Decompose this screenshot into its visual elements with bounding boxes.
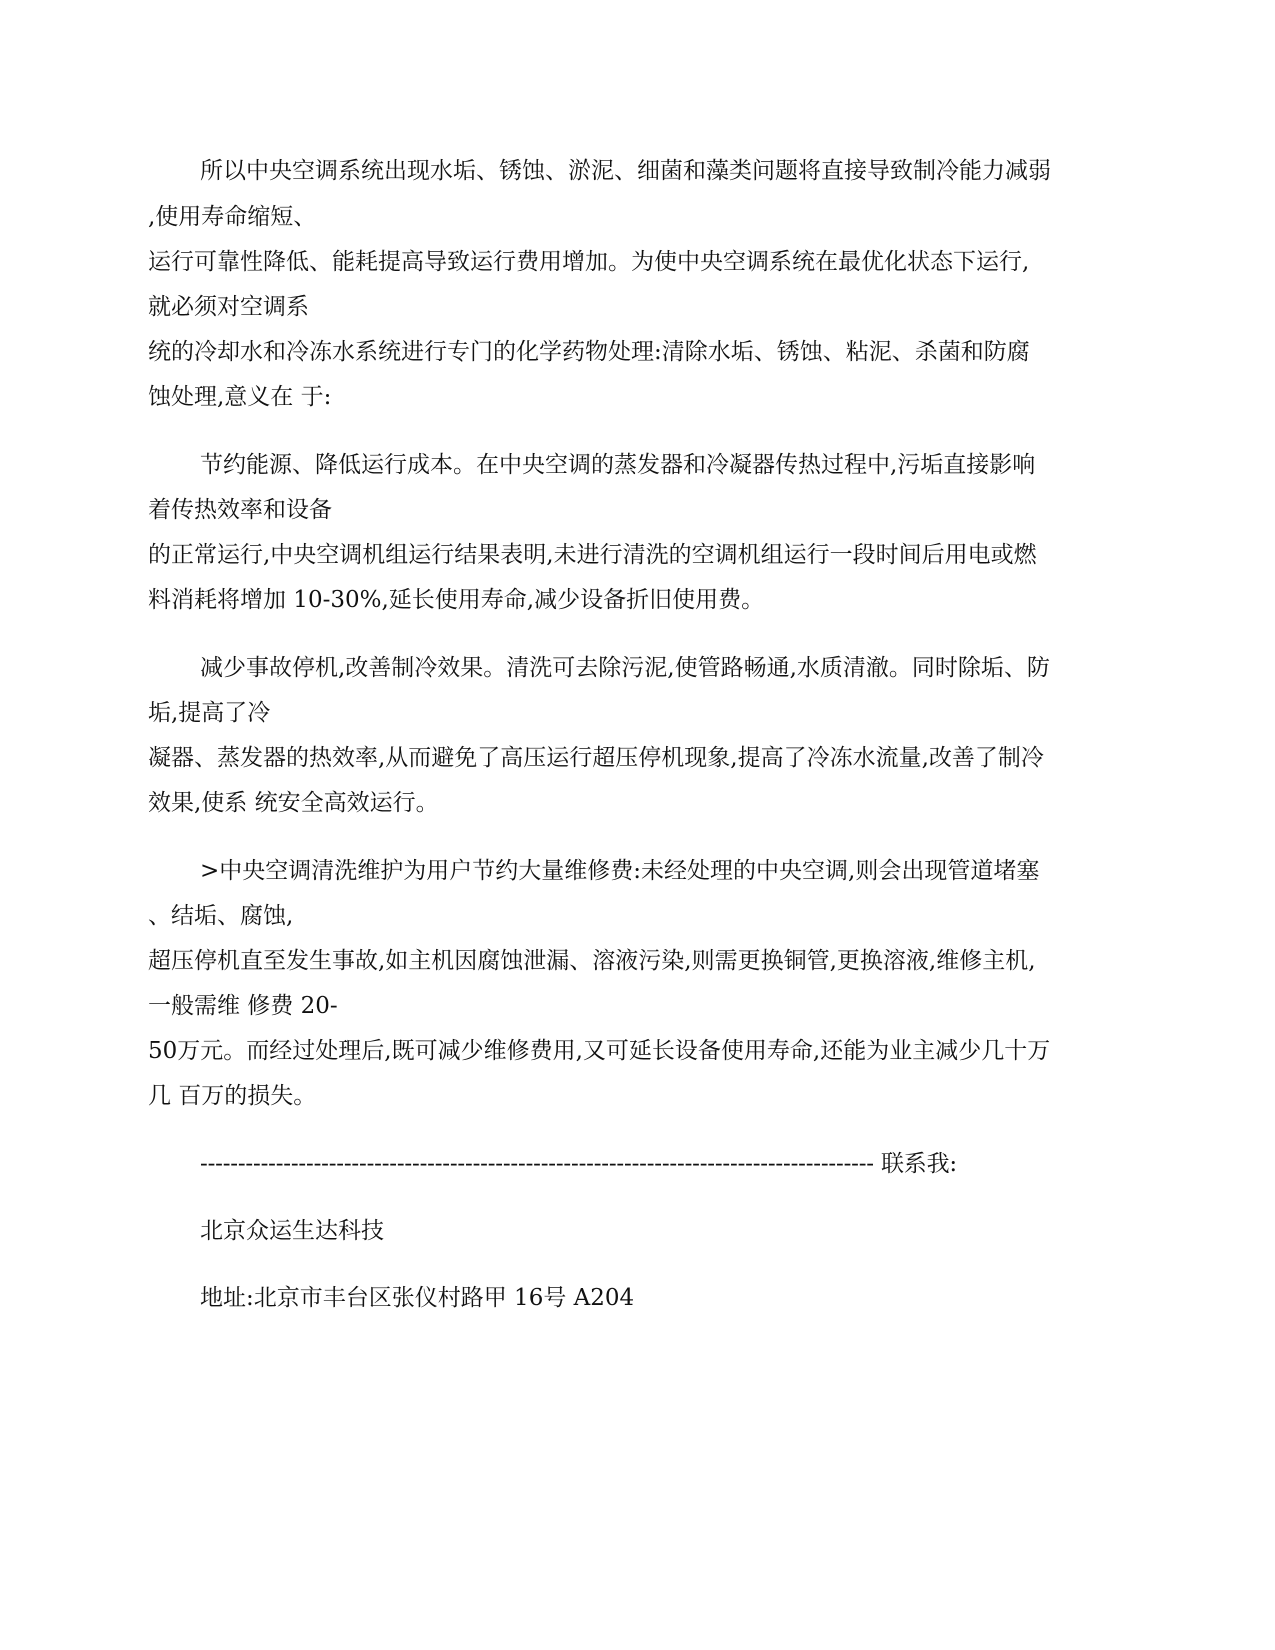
paragraph-2-line-1: 节约能源、降低运行成本。在中央空调的蒸发器和冷凝器传热过程中,污垢直接影响 <box>200 452 1036 478</box>
paragraph-1-line-1: 所以中央空调系统出现水垢、锈蚀、淤泥、细菌和藻类问题将直接导致制冷能力减弱 <box>200 158 1051 184</box>
paragraph-4-line-1: >中央空调清洗维护为用户节约大量维修费:未经处理的中央空调,则会出现管道堵塞 <box>200 858 1040 884</box>
company-address: 地址:北京市丰台区张仪村路甲 16号 A204 <box>200 1285 635 1311</box>
paragraph-4-line-5: 50万元。而经过处理后,既可减少维修费用,又可延长设备使用寿命,还能为业主减少几十万 <box>148 1038 1051 1064</box>
paragraph-2-line-4: 料消耗将增加 10-30%,延长使用寿命,减少设备折旧使用费。 <box>148 587 765 613</box>
paragraph-3-line-4: 效果,使系 统安全高效运行。 <box>148 790 439 816</box>
paragraph-4-line-2: 、结垢、腐蚀, <box>148 903 294 929</box>
paragraph-1-line-2: ,使用寿命缩短、 <box>148 204 317 230</box>
paragraph-3-line-2: 垢,提高了冷 <box>148 700 271 726</box>
paragraph-2-line-3: 的正常运行,中央空调机组运行结果表明,未进行清洗的空调机组运行一段时间后用电或燃 <box>148 542 1037 568</box>
paragraph-1-line-4: 就必须对空调系 <box>148 294 309 320</box>
company-name: 北京众运生达科技 <box>200 1218 384 1244</box>
paragraph-3-line-3: 凝器、蒸发器的热效率,从而避免了高压运行超压停机现象,提高了冷冻水流量,改善了制冷 <box>148 745 1044 771</box>
paragraph-4-line-4: 一般需维 修费 20- <box>148 993 338 1019</box>
paragraph-1-line-3: 运行可靠性降低、能耗提高导致运行费用增加。为使中央空调系统在最优化状态下运行, <box>148 249 1030 275</box>
paragraph-3-line-1: 减少事故停机,改善制冷效果。清洗可去除污泥,使管路畅通,水质清澈。同时除垢、防 <box>200 655 1050 681</box>
paragraph-1-line-6: 蚀处理,意义在 于: <box>148 384 332 410</box>
paragraph-2-line-2: 着传热效率和设备 <box>148 497 332 523</box>
paragraph-4-line-3: 超压停机直至发生事故,如主机因腐蚀泄漏、溶液污染,则需更换铜管,更换溶液,维修主机, <box>148 948 1036 974</box>
contact-separator: ----------------------------------------------------------------------------------------- 联系我: <box>200 1151 957 1177</box>
paragraph-1-line-5: 统的冷却水和冷冻水系统进行专门的化学药物处理:清除水垢、锈蚀、粘泥、杀菌和防腐 <box>148 339 1030 365</box>
paragraph-4-line-6: 几 百万的损失。 <box>148 1083 317 1109</box>
